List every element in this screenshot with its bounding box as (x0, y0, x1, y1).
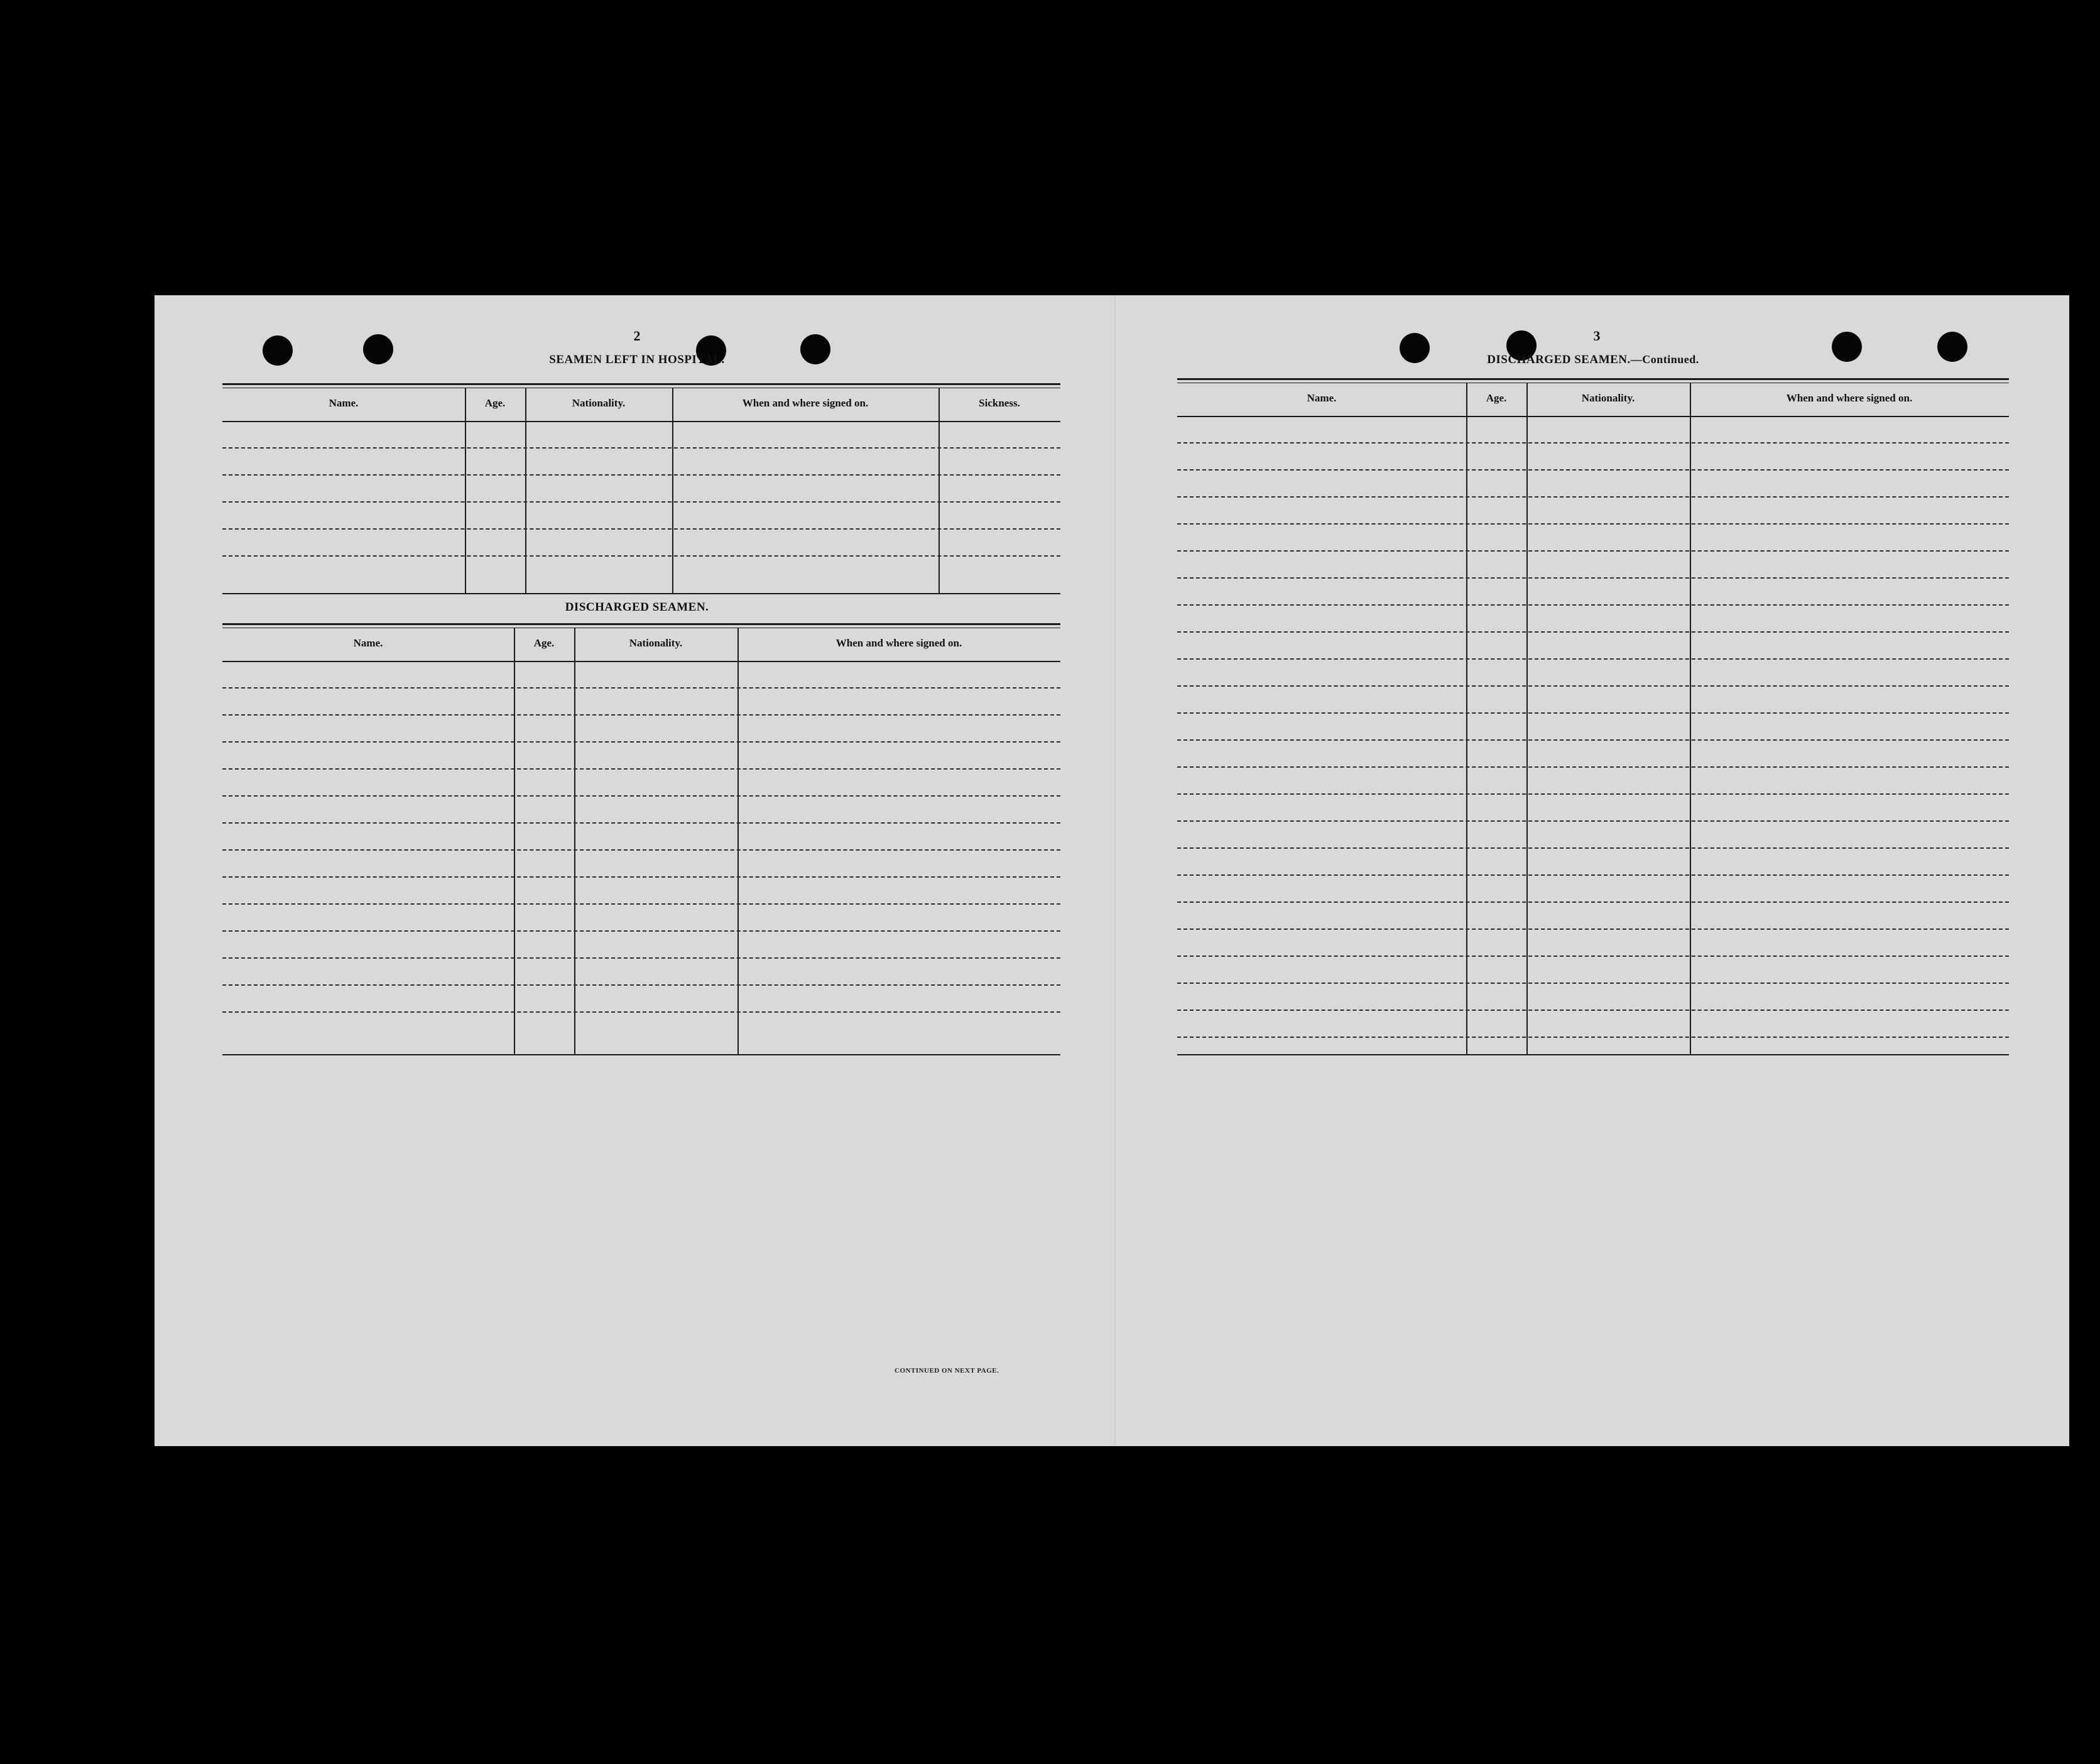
left-page (155, 295, 1114, 1446)
ledger-rule-line (222, 822, 1060, 824)
hospital-section-title: SEAMEN LEFT IN HOSPITAL. (549, 353, 725, 366)
ledger-rule-line (222, 474, 1060, 476)
ledger-rule-line (1177, 1010, 2009, 1011)
ledger-rule-line (222, 714, 1060, 716)
ledger-rule-line (1177, 874, 2009, 876)
ledger-rule-line (222, 984, 1060, 986)
right-page (1116, 295, 2069, 1446)
discharged-continued-title-main: DISCHARGED SEAMEN. (1487, 353, 1631, 366)
ledger-rule-line (1177, 956, 2009, 957)
ledger-rule-line (222, 930, 1060, 932)
ledger-rule-line (1177, 901, 2009, 903)
discharged-table (222, 623, 1060, 1055)
ledger-rule-line (222, 501, 1060, 503)
column-header-name: Name. (1307, 392, 1337, 404)
ledger-rule-line (222, 447, 1060, 449)
ledger-rule-line (1177, 442, 2009, 444)
discharged-section-title: DISCHARGED SEAMEN. (565, 601, 709, 614)
ledger-rule-line (1177, 766, 2009, 768)
ledger-rule-line (1177, 631, 2009, 633)
ledger-rule-line (1177, 1037, 2009, 1038)
ledger-rule-line (1177, 496, 2009, 498)
ledger-rule-line (1177, 658, 2009, 660)
ledger-rule-line (222, 687, 1060, 689)
ledger-rule-line (1177, 983, 2009, 984)
ledger-rule-line (1177, 847, 2009, 849)
ledger-rule-line (1177, 469, 2009, 471)
hospital-table (222, 383, 1060, 594)
ledger-rule-line (1177, 523, 2009, 525)
ledger-rule-line (1177, 820, 2009, 822)
ledger-rule-line (222, 876, 1060, 878)
column-header-signed-on: When and where signed on. (1786, 392, 1913, 404)
column-header-age: Age. (484, 397, 506, 409)
column-header-signed-on: When and where signed on. (835, 637, 962, 649)
discharged-continued-title-suffix: —Continued. (1630, 353, 1699, 366)
column-header-nationality: Nationality. (572, 397, 626, 409)
ledger-rule-line (1177, 604, 2009, 606)
column-header-age: Age. (533, 637, 555, 649)
ledger-rule-line (222, 903, 1060, 905)
ledger-rule-line (222, 555, 1060, 557)
column-header-nationality: Nationality. (1581, 392, 1635, 404)
ledger-rule-line (222, 768, 1060, 770)
ledger-rule-line (222, 528, 1060, 530)
discharged-continued-table (1177, 378, 2009, 1055)
column-header-age: Age. (1486, 392, 1507, 404)
continued-note: CONTINUED ON NEXT PAGE. (895, 1367, 999, 1375)
discharged-continued-title (1417, 353, 1769, 367)
ledger-rule-line (1177, 928, 2009, 930)
ledger-rule-line (222, 849, 1060, 851)
column-header-nationality: Nationality. (629, 637, 683, 649)
ledger-rule-line (222, 741, 1060, 743)
column-header-name: Name. (353, 637, 383, 649)
ledger-rule-line (1177, 739, 2009, 741)
column-header-name: Name. (329, 397, 359, 409)
ledger-rule-line (1177, 685, 2009, 687)
ledger-rule-line (1177, 577, 2009, 579)
page-number: 3 (1593, 328, 1601, 344)
ledger-rule-line (1177, 793, 2009, 795)
page-number: 2 (633, 328, 641, 344)
document-sheet (155, 295, 2069, 1446)
ledger-rule-line (1177, 712, 2009, 714)
column-header-signed-on: When and where signed on. (742, 397, 869, 409)
ledger-rule-line (1177, 550, 2009, 552)
ledger-rule-line (222, 957, 1060, 959)
column-header-sickness: Sickness. (979, 397, 1020, 409)
ledger-rule-line (222, 795, 1060, 797)
ledger-rule-line (222, 1011, 1060, 1013)
